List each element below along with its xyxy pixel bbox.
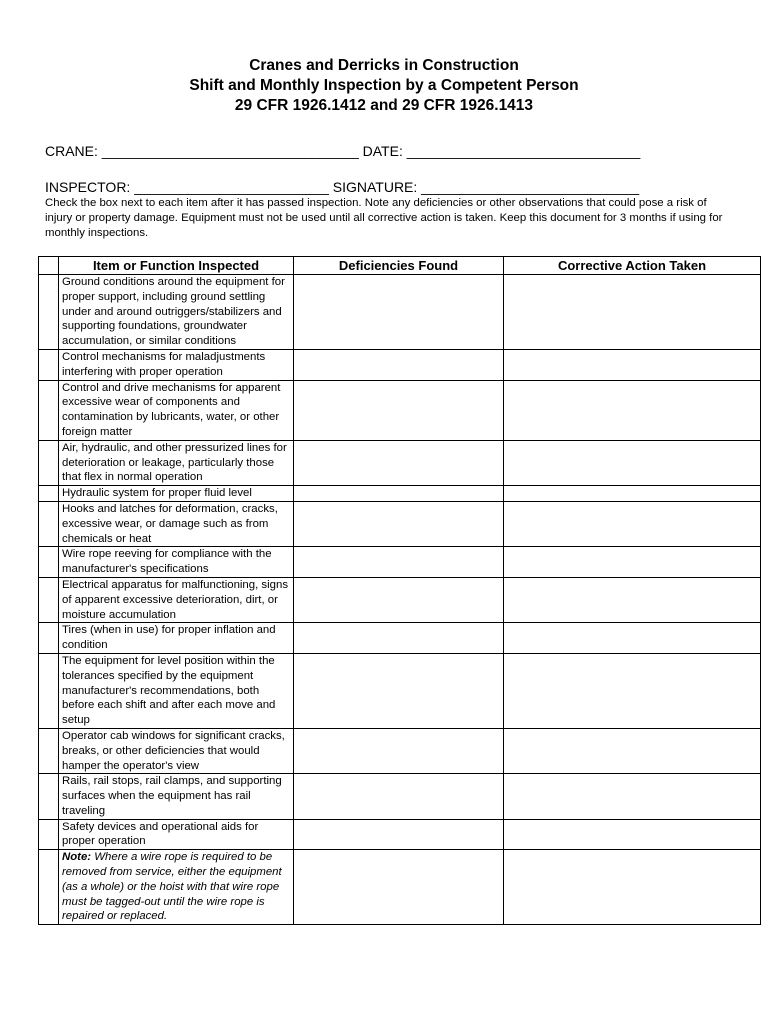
corrective-cell[interactable] [504, 653, 761, 728]
corrective-cell[interactable] [504, 774, 761, 819]
table-row [39, 501, 761, 546]
inspector-signature-line [45, 179, 639, 195]
corrective-column-header: Corrective Action Taken [504, 257, 761, 275]
deficiencies-cell[interactable] [294, 486, 504, 502]
table-row [39, 380, 761, 440]
note-row [39, 850, 761, 925]
row-checkbox[interactable] [39, 440, 59, 485]
table-row [39, 486, 761, 502]
table-row [39, 275, 761, 350]
table-row [39, 774, 761, 819]
corrective-cell[interactable] [504, 728, 761, 773]
table-row [39, 623, 761, 654]
table-row [39, 819, 761, 850]
table-row [39, 653, 761, 728]
row-checkbox[interactable] [39, 501, 59, 546]
item-cell: Operator cab windows for significant cracks, breaks, or other deficiencies that would hamper the operator's view [59, 728, 294, 773]
item-cell: The equipment for level position within the tolerances specified by the equipment manufacturer's recommendations, both before each shift and after each move and setup [59, 653, 294, 728]
inspection-table [38, 256, 761, 925]
row-checkbox[interactable] [39, 380, 59, 440]
item-cell: Hydraulic system for proper fluid level [59, 486, 294, 502]
date-label: DATE: [362, 143, 403, 159]
row-checkbox[interactable] [39, 774, 59, 819]
item-cell: Air, hydraulic, and other pressurized lines for deterioration or leakage, particularly those that flex in normal operation [59, 440, 294, 485]
row-checkbox[interactable] [39, 486, 59, 502]
title-line-2: Shift and Monthly Inspection by a Competent Person [189, 77, 579, 94]
item-cell: Electrical apparatus for malfunctioning, signs of apparent excessive deterioration, dirt, or moisture accumulation [59, 577, 294, 622]
note-label: Note: [62, 851, 92, 864]
row-checkbox[interactable] [39, 850, 59, 925]
deficiencies-cell[interactable] [294, 653, 504, 728]
deficiencies-cell[interactable] [294, 774, 504, 819]
item-cell: Wire rope reeving for compliance with the manufacturer's specifications [59, 547, 294, 578]
item-cell: Control mechanisms for maladjustments interfering with proper operation [59, 349, 294, 380]
deficiencies-cell[interactable] [294, 501, 504, 546]
corrective-cell[interactable] [504, 349, 761, 380]
corrective-cell[interactable] [504, 819, 761, 850]
row-checkbox[interactable] [39, 577, 59, 622]
corrective-cell[interactable] [504, 380, 761, 440]
title-line-3: 29 CFR 1926.1412 and 29 CFR 1926.1413 [234, 97, 534, 114]
row-checkbox[interactable] [39, 653, 59, 728]
corrective-cell[interactable] [504, 275, 761, 350]
item-cell: Rails, rail stops, rail clamps, and supporting surfaces when the equipment has rail traveling [59, 774, 294, 819]
table-header-row [39, 257, 761, 275]
instructions-text: Check the box next to each item after it has passed inspection. Note any deficiencies or other observations that could pose a risk of injury or property damage. Equipment must not be used until all corrective action is taken. Keep this document for 3 months if using for monthly inspections. [45, 197, 723, 239]
corrective-cell[interactable] [504, 486, 761, 502]
deficiencies-cell[interactable] [294, 380, 504, 440]
deficiencies-cell[interactable] [294, 577, 504, 622]
item-cell: Hooks and latches for deformation, cracks, excessive wear, or damage such as from chemicals or heat [59, 501, 294, 546]
signature-field[interactable]: ____________________________ [421, 179, 640, 195]
row-checkbox[interactable] [39, 819, 59, 850]
row-checkbox[interactable] [39, 547, 59, 578]
inspector-field[interactable]: _________________________ [134, 179, 329, 195]
crane-label: CRANE: [45, 143, 98, 159]
row-checkbox[interactable] [39, 728, 59, 773]
date-field[interactable]: ______________________________ [406, 143, 641, 159]
item-cell: Tires (when in use) for proper inflation and condition [59, 623, 294, 654]
item-cell: Ground conditions around the equipment for proper support, including ground settling under and around outriggers/stabilizers and supporting foundations, groundwater accumulation, or similar conditions [59, 275, 294, 350]
deficiencies-cell[interactable] [294, 275, 504, 350]
item-cell: Safety devices and operational aids for proper operation [59, 819, 294, 850]
corrective-cell[interactable] [504, 623, 761, 654]
deficiencies-column-header: Deficiencies Found [294, 257, 504, 275]
deficiencies-cell[interactable] [294, 440, 504, 485]
deficiencies-cell[interactable] [294, 819, 504, 850]
checkbox-column-header [39, 257, 59, 275]
corrective-cell[interactable] [504, 440, 761, 485]
deficiencies-cell[interactable] [294, 850, 504, 925]
corrective-cell[interactable] [504, 577, 761, 622]
item-cell: Control and drive mechanisms for apparent excessive wear of components and contamination by lubricants, water, or other foreign matter [59, 380, 294, 440]
note-cell [59, 850, 294, 925]
inspector-label: INSPECTOR: [45, 179, 131, 195]
row-checkbox[interactable] [39, 623, 59, 654]
row-checkbox[interactable] [39, 275, 59, 350]
row-checkbox[interactable] [39, 349, 59, 380]
table-row [39, 440, 761, 485]
corrective-cell[interactable] [504, 547, 761, 578]
title-line-1: Cranes and Derricks in Construction [249, 57, 519, 74]
crane-field[interactable]: _________________________________ [101, 143, 359, 159]
deficiencies-cell[interactable] [294, 623, 504, 654]
document-title [0, 56, 768, 116]
corrective-cell[interactable] [504, 501, 761, 546]
table-row [39, 577, 761, 622]
deficiencies-cell[interactable] [294, 349, 504, 380]
corrective-cell[interactable] [504, 850, 761, 925]
table-row [39, 349, 761, 380]
crane-date-line [45, 143, 640, 159]
table-row [39, 547, 761, 578]
table-row [39, 728, 761, 773]
signature-label: SIGNATURE: [332, 179, 418, 195]
deficiencies-cell[interactable] [294, 728, 504, 773]
item-column-header: Item or Function Inspected [59, 257, 294, 275]
deficiencies-cell[interactable] [294, 547, 504, 578]
note-text: Where a wire rope is required to be removed from service, either the equipment (as a whole) or the hoist with that wire rope must be tagged-out until the wire rope is repaired or replaced. [62, 851, 282, 923]
